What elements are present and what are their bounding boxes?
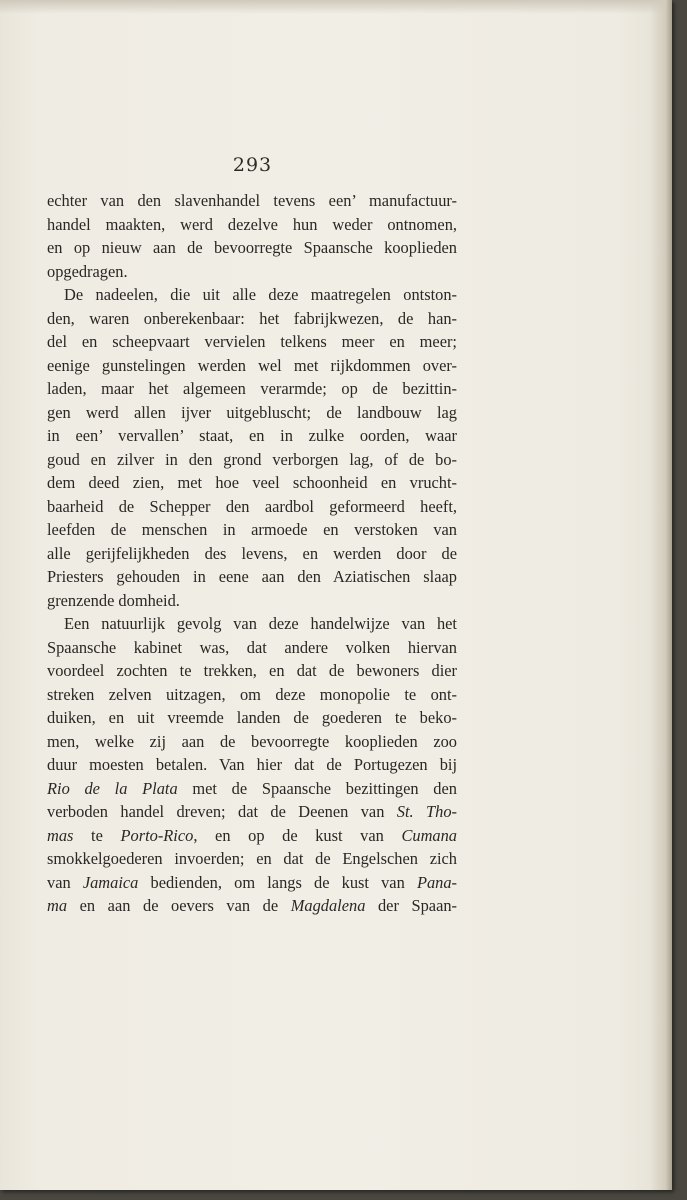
italic-phrase: Porto-Rico xyxy=(120,825,194,845)
text-segment: streken zelven uitzagen, om deze monopolie te ont- xyxy=(47,684,457,704)
text-line xyxy=(47,330,457,354)
text-segment: eenige gunstelingen werden wel met rijkdommen over- xyxy=(47,355,457,375)
text-line xyxy=(47,706,457,730)
text-segment: opgedragen. xyxy=(47,261,128,281)
text-line xyxy=(47,636,457,660)
text-segment: te xyxy=(73,825,121,845)
text-line xyxy=(47,847,457,871)
text-line xyxy=(47,354,457,378)
text-line xyxy=(47,777,457,801)
page-number: 293 xyxy=(232,154,273,176)
text-segment: en aan de oevers van de xyxy=(67,896,291,915)
text-segment: met de Spaansche bezittingen den xyxy=(177,778,457,798)
italic-phrase: Cumana xyxy=(401,825,457,845)
italic-phrase: Jamaica xyxy=(82,872,139,892)
text-line xyxy=(47,189,457,213)
text-line xyxy=(47,542,457,566)
text-segment: in een’ vervallen’ staat, en in zulke oorden, waar xyxy=(47,426,457,445)
text-segment: van xyxy=(47,872,83,892)
text-segment: , en op de kust van xyxy=(193,825,402,845)
text-segment: handel maakten, werd dezelve hun weder ontnomen, xyxy=(47,214,457,234)
italic-phrase: mas xyxy=(47,825,74,845)
text-line xyxy=(47,307,457,331)
text-line xyxy=(47,753,457,777)
italic-phrase: ma xyxy=(47,896,68,915)
italic-phrase: Pana- xyxy=(416,872,457,892)
italic-phrase: Magdalena xyxy=(290,896,366,915)
text-segment: Een natuurlijk gevolg van deze handelwijze van het xyxy=(64,614,457,633)
text-segment: voordeel zochten te trekken, en dat de bewoners dier xyxy=(47,661,457,680)
text-line xyxy=(47,824,457,848)
text-line xyxy=(47,730,457,754)
text-segment: duur moesten betalen. Van hier dat de Portugezen bij xyxy=(47,755,457,774)
text-segment: duiken, en uit vreemde landen de goederen te beko- xyxy=(47,708,457,727)
text-segment: gen werd allen ijver uitgebluscht; de landbouw lag xyxy=(47,402,457,422)
text-segment: baarheid de Schepper den aardbol geformeerd heeft, xyxy=(47,496,457,516)
text-line xyxy=(47,283,457,307)
text-line xyxy=(47,448,457,472)
text-line xyxy=(47,377,457,401)
text-line xyxy=(47,401,457,425)
text-segment: der Spaan- xyxy=(365,896,457,915)
text-segment: laden, maar het algemeen verarmde; op de bezittin- xyxy=(47,379,457,398)
text-line xyxy=(47,589,457,613)
text-line xyxy=(47,894,457,918)
text-line xyxy=(47,260,457,284)
text-segment: dem deed zien, met hoe veel schoonheid en vrucht- xyxy=(47,473,457,492)
text-line xyxy=(47,612,457,636)
text-line xyxy=(47,871,457,895)
text-segment: leefden de menschen in armoede en verstoken van xyxy=(47,520,457,539)
page-right-edge xyxy=(650,0,672,1190)
text-segment: goud en zilver in den grond verborgen lag, of de bo- xyxy=(47,449,457,469)
text-segment: del en scheepvaart vervielen telkens meer en meer; xyxy=(47,332,457,351)
text-line xyxy=(47,495,457,519)
italic-phrase: St. Tho- xyxy=(396,802,457,821)
text-segment: bedienden, om langs de kust van xyxy=(138,872,417,892)
text-segment: smokkelgoederen invoerden; en dat de Engelschen zich xyxy=(47,849,457,868)
text-line xyxy=(47,424,457,448)
text-segment: den, waren onberekenbaar: het fabrijkwezen, de han- xyxy=(47,308,457,328)
text-line xyxy=(47,518,457,542)
text-line xyxy=(47,565,457,589)
italic-phrase: Rio de la Plata xyxy=(47,778,178,798)
text-segment: De nadeelen, die uit alle deze maatregelen ontston- xyxy=(64,285,457,304)
text-segment: Spaansche kabinet was, dat andere volken hiervan xyxy=(47,637,457,657)
text-line xyxy=(47,471,457,495)
text-line xyxy=(47,213,457,237)
text-line xyxy=(47,683,457,707)
body-text xyxy=(47,189,457,918)
text-segment: men, welke zij aan de bevoorregte kooplieden zoo xyxy=(47,731,457,751)
text-segment: alle gerijfelijkheden des levens, en werden door de xyxy=(47,543,457,563)
text-line xyxy=(47,236,457,260)
text-segment: en op nieuw aan de bevoorregte Spaansche kooplieden xyxy=(47,238,457,257)
text-line xyxy=(47,800,457,824)
page-top-shadow xyxy=(0,0,672,14)
text-segment: grenzende domheid. xyxy=(47,590,180,610)
text-segment: verboden handel dreven; dat de Deenen van xyxy=(47,802,397,821)
text-line xyxy=(47,659,457,683)
text-segment: echter van den slavenhandel tevens een’ manufactuur- xyxy=(47,191,457,210)
text-segment: Priesters gehouden in eene aan den Aziatischen slaap xyxy=(47,567,457,586)
